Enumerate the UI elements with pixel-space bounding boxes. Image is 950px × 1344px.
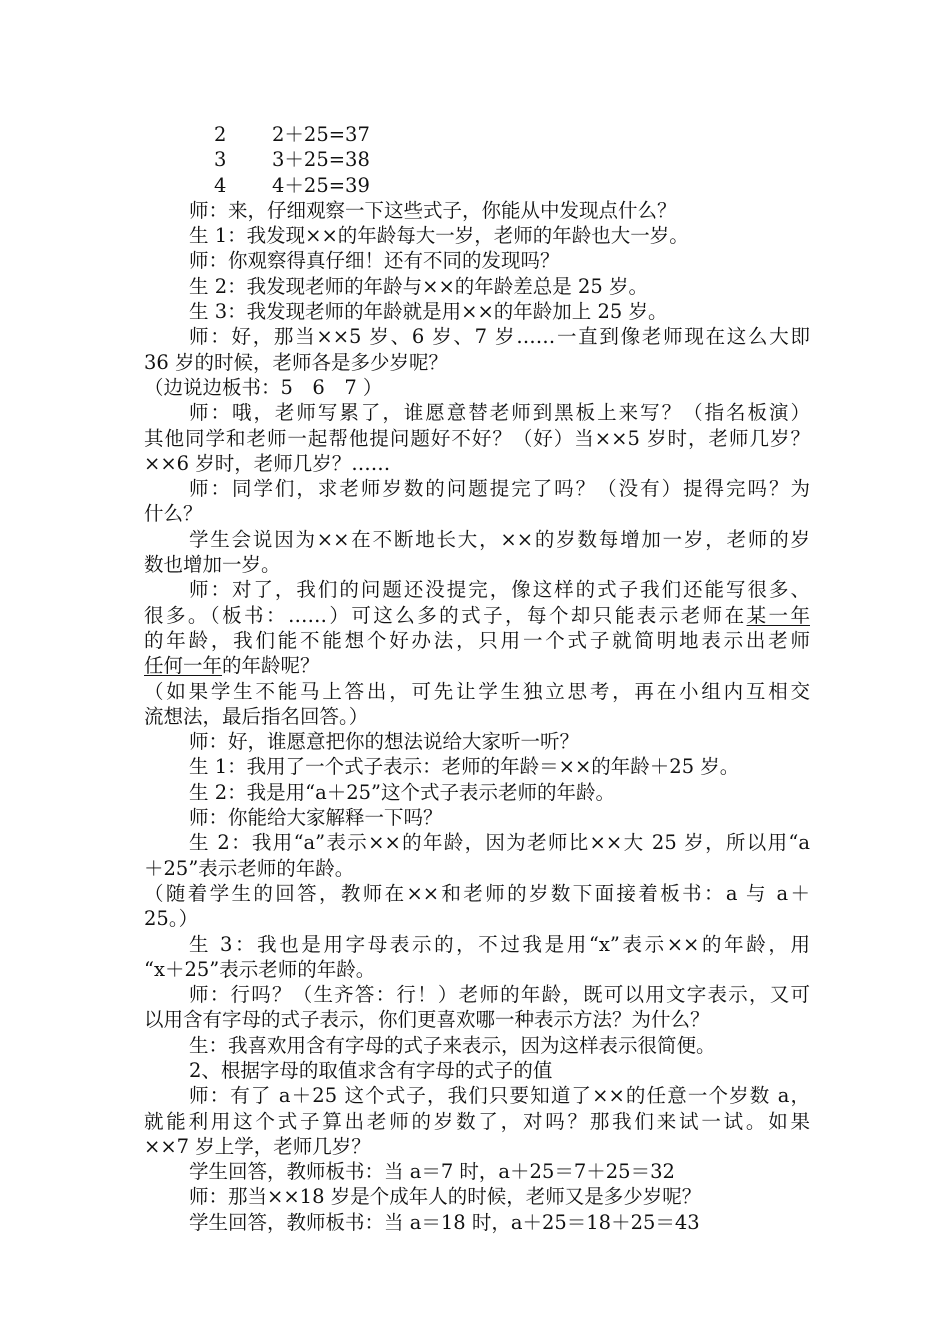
- paragraph: 师：你观察得真仔细！还有不同的发现吗？: [189, 249, 560, 273]
- paragraph-line: 师：有了 a＋25 这个式子，我们只要知道了××的任意一个岁数 a，: [189, 1084, 810, 1108]
- paragraph-line: 25。）: [144, 907, 199, 931]
- paragraph-line: ＋25”表示老师的年龄。: [144, 856, 355, 880]
- teacher-age-expression: 3＋25=38: [272, 148, 370, 172]
- paragraph-line: ××7 岁上学，老师几岁？: [144, 1134, 371, 1158]
- paragraph-line: 的年龄，我们能不能想个好办法，只用一个式子就简明地表示出老师: [144, 628, 810, 652]
- paragraph: 生：我喜欢用含有字母的式子来表示，因为这样表示很简便。: [189, 1033, 716, 1057]
- paragraph: 师：来，仔细观察一下这些式子，你能从中发现点什么？: [189, 198, 677, 222]
- paragraph-line: 师：同学们，求老师岁数的问题提完了吗？（没有）提得完吗？为: [189, 477, 810, 501]
- paragraph-line: （随着学生的回答，教师在××和老师的岁数下面接着板书：a 与 a＋: [144, 881, 810, 905]
- paragraph: 生 3：我发现老师的年龄就是用××的年龄加上 25 岁。: [189, 300, 668, 324]
- paragraph-line: 学生会说因为××在不断地长大，××的岁数每增加一岁，老师的岁: [189, 527, 810, 551]
- paragraph-line: 什么？: [144, 502, 203, 526]
- paragraph-line: 师：好，那当××5 岁、6 岁、7 岁……一直到像老师现在这么大即: [189, 325, 810, 349]
- student-age: 4: [214, 173, 227, 197]
- underlined-text: 某一年: [746, 603, 810, 627]
- paragraph-line: ××6 岁时，老师几岁？……: [144, 451, 391, 475]
- paragraph-line: 流想法，最后指名回答。）: [144, 704, 369, 728]
- paragraph-line: （如果学生不能马上答出，可先让学生独立思考，再在小组内互相交: [144, 679, 810, 703]
- student-age: 2: [214, 123, 227, 146]
- paragraph-line: 生 2：我用“a”表示××的年龄，因为老师比××大 25 岁，所以用“a: [189, 831, 810, 855]
- paragraph-line: 生 3：我也是用字母表示的，不过我是用“x”表示××的年龄，用: [189, 932, 810, 956]
- paragraph: 学生回答，教师板书：当 a＝7 时，a＋25＝7＋25＝32: [189, 1160, 675, 1184]
- table-row: [144, 173, 810, 198]
- text-run: 的年龄呢？: [222, 654, 320, 678]
- section-heading: 2、根据字母的取值求含有字母的式子的值: [189, 1058, 553, 1082]
- paragraph-line: 其他同学和老师一起帮他提问题好不好？（好）当××5 岁时，老师几岁？: [144, 426, 810, 450]
- table-row: [144, 147, 810, 172]
- paragraph: （边说边板书：5 6 7 ）: [144, 375, 383, 399]
- paragraph-line: 师：哦，老师写累了，谁愿意替老师到黑板上来写？（指名板演）: [189, 401, 810, 425]
- paragraph: 师：你能给大家解释一下吗？: [189, 806, 443, 830]
- paragraph-line: 以用含有字母的式子表示，你们更喜欢哪一种表示方法？为什么？: [144, 1008, 710, 1032]
- paragraph-line: 就能利用这个式子算出老师的岁数了，对吗？那我们来试一试。如果: [144, 1109, 810, 1133]
- paragraph: 师：那当××18 岁是个成年人的时候，老师又是多少岁呢？: [189, 1185, 702, 1209]
- paragraph: 生 1：我用了一个式子表示：老师的年龄＝××的年龄＋25 岁。: [189, 755, 740, 779]
- student-age: 3: [214, 148, 227, 172]
- underlined-text: 任何一年: [144, 654, 223, 678]
- paragraph-line: [144, 653, 810, 678]
- text-run: 很多。（板书：……）可这么多的式子，每个却只能表示老师在: [144, 603, 747, 627]
- paragraph-line: 师：对了，我们的问题还没提完，像这样的式子我们还能写很多、: [189, 578, 810, 602]
- paragraph-line: 师：行吗？（生齐答：行！）老师的年龄，既可以用文字表示，又可: [189, 983, 810, 1007]
- paragraph: 生 2：我是用“a＋25”这个式子表示老师的年龄。: [189, 780, 615, 804]
- paragraph: 师：好，谁愿意把你的想法说给大家听一听？: [189, 730, 580, 754]
- paragraph-line: “x＋25”表示老师的年龄。: [144, 957, 376, 981]
- paragraph-line: 数也增加一岁。: [144, 553, 281, 577]
- teacher-age-expression: 4＋25=39: [272, 173, 370, 197]
- teacher-age-expression: 2＋25=37: [272, 123, 370, 146]
- paragraph: 生 1：我发现××的年龄每大一岁，老师的年龄也大一岁。: [189, 224, 689, 248]
- paragraph-line: 36 岁的时候，老师各是多少岁呢？: [144, 350, 449, 374]
- table-row: [144, 122, 810, 147]
- paragraph: 学生回答，教师板书：当 a＝18 时，a＋25＝18＋25＝43: [189, 1210, 700, 1234]
- paragraph-line: [144, 603, 810, 628]
- paragraph: 生 2：我发现老师的年龄与××的年龄差总是 25 岁。: [189, 274, 648, 298]
- document-body: [144, 122, 810, 1235]
